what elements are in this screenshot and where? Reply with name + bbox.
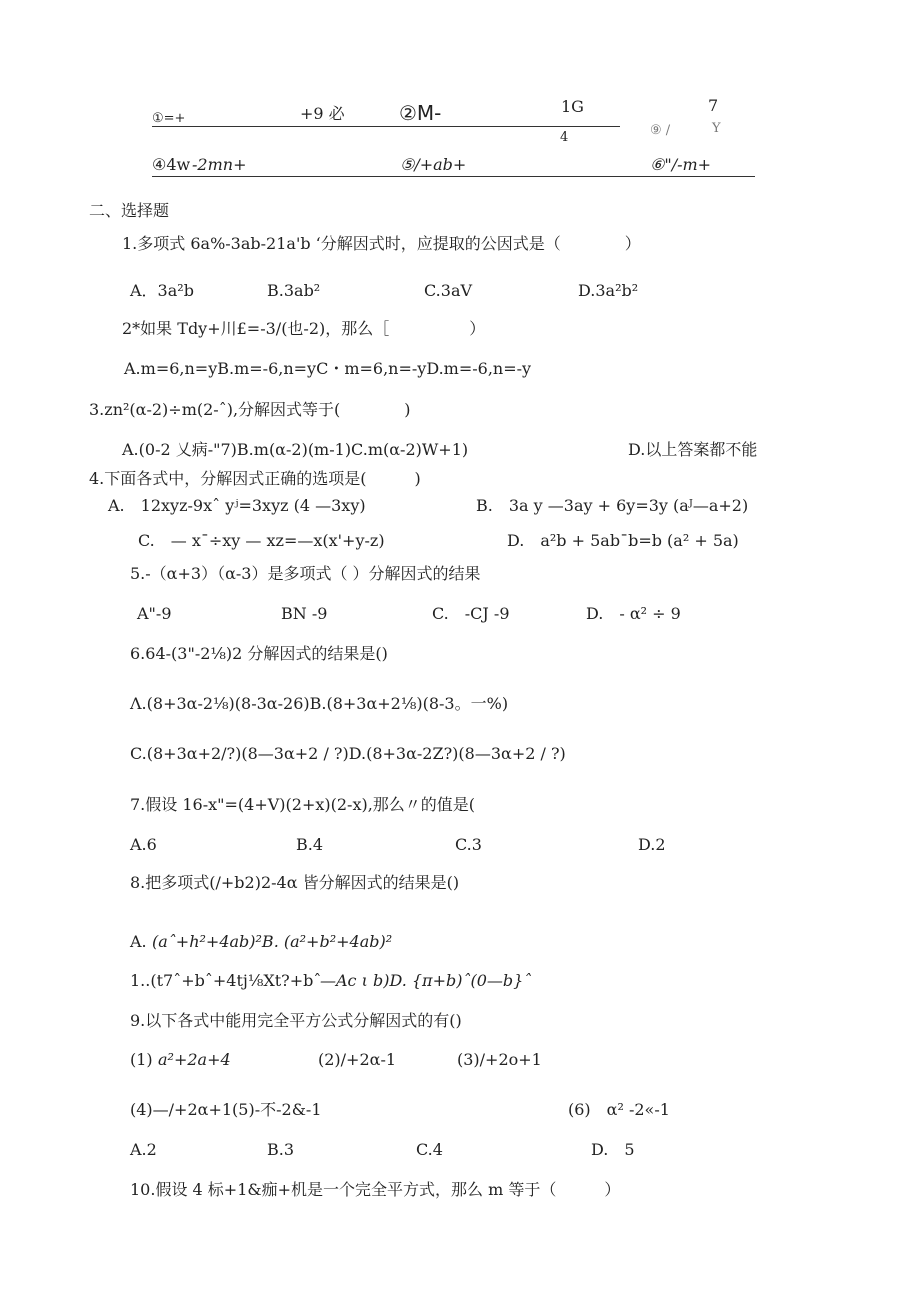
q3-stem: 3.zn²(α-2)÷m(2-ˆ),分解因式等于( ) bbox=[89, 400, 411, 419]
frag-9: ④4w bbox=[152, 155, 191, 174]
q4-opt-b: B. 3a y —3ay + 6y=3y (aᴶ—a+2) bbox=[476, 496, 749, 515]
q7-opt-b: B.4 bbox=[296, 835, 324, 854]
q9-item-45: (4)—/+2α+1(5)-不-2&-1 bbox=[130, 1100, 322, 1119]
frag-1: ①=+ bbox=[152, 111, 186, 126]
frag-4: 1G bbox=[561, 97, 584, 116]
frag-12: ⑥"/-m+ bbox=[650, 155, 712, 174]
q8-opt-cd-pre: 1..(t7ˆ+bˆ+4tj⅛Xt?+bˆ bbox=[130, 971, 322, 990]
q1-opt-d: D.3a²b² bbox=[578, 281, 639, 300]
q4-opt-c: C. — xˉ÷xy — xz=—x(x'+y-z) bbox=[138, 531, 385, 550]
q3-opt-abc: A.(0-2 乂病-"7)B.m(α-2)(m-1)C.m(α-2)W+1) bbox=[122, 440, 469, 459]
q1-opt-b: B.3ab² bbox=[267, 281, 321, 300]
q9-item-3: (3)/+2o+1 bbox=[457, 1050, 542, 1069]
q1-opt-c: C.3aV bbox=[424, 281, 473, 300]
q5-stem: 5.-（α+3）（α-3）是多项式（ ）分解因式的结果 bbox=[130, 564, 481, 583]
section-heading: 二、选择题 bbox=[89, 201, 170, 220]
q9-item-1: a²+2a+4 bbox=[158, 1050, 231, 1069]
q7-opt-d: D.2 bbox=[638, 835, 666, 854]
q9-item-1-num: (1) bbox=[130, 1050, 153, 1069]
q6-opt-cd: C.(8+3α+2/?)(8—3α+2 / ?)D.(8+3α-2Z?)(8—3α+2 / ?) bbox=[130, 744, 566, 763]
q2-stem: 2*如果 Tdy+川£=-3/(也-2)，那么［ ） bbox=[122, 319, 486, 338]
frag-7: ⑨ / bbox=[650, 123, 671, 138]
frag-6: 7 bbox=[708, 96, 719, 115]
frag-8: Y bbox=[712, 121, 721, 136]
q5-opt-d: D. - α² ÷ 9 bbox=[586, 604, 681, 623]
q8-opt-cd-post: —Ac ι b)D. {π+b)ˆ(0—b}ˆ bbox=[320, 971, 532, 990]
q4-opt-d: D. a²b + 5abˉb=b (a² + 5a) bbox=[507, 531, 739, 550]
q8-opt-ab: (aˆ+h²+4ab)²B. (a²+b²+4ab)² bbox=[152, 932, 393, 951]
q8-opt-ab-label: A. bbox=[130, 932, 147, 951]
q3-opt-d: D.以上答案都不能 bbox=[628, 440, 758, 459]
q9-opt-d: D. 5 bbox=[591, 1140, 635, 1159]
q2-opts: A.m=6,n=yB.m=-6,n=yC・m=6,n=-yD.m=-6,n=-y bbox=[124, 359, 532, 378]
q9-opt-a: A.2 bbox=[130, 1140, 157, 1159]
q9-opt-c: C.4 bbox=[416, 1140, 443, 1159]
q1-stem: 1.多项式 6a%-3ab-21a'b ‘分解因式时，应提取的公因式是（ ） bbox=[122, 234, 641, 253]
q6-stem: 6.64-(3"-2⅛)2 分解因式的结果是() bbox=[130, 644, 388, 663]
frag-11: ⑤/+ab+ bbox=[400, 155, 467, 174]
frag-5: 4 bbox=[560, 130, 569, 145]
q7-opt-a: A.6 bbox=[130, 835, 157, 854]
q9-opt-b: B.3 bbox=[267, 1140, 295, 1159]
q7-opt-c: C.3 bbox=[455, 835, 482, 854]
q1-opt-a: A．3a²b bbox=[130, 281, 194, 300]
q9-item-6: (6) α² -2«-1 bbox=[568, 1100, 670, 1119]
q6-opt-ab: Λ.(8+3α-2⅛)(8-3α-26)B.(8+3α+2⅛)(8-3。一%) bbox=[130, 694, 509, 713]
rule-top-1 bbox=[152, 126, 620, 127]
rule-top-2 bbox=[152, 176, 755, 177]
q5-opt-c: C. -CJ -9 bbox=[432, 604, 510, 623]
q10-stem: 10.假设 4 标+1&痂+机是一个完全平方式，那么 m 等于（ ） bbox=[130, 1180, 621, 1199]
q9-stem: 9.以下各式中能用完全平方公式分解因式的有() bbox=[130, 1011, 462, 1030]
frag-10: -2mn+ bbox=[192, 155, 247, 174]
q7-stem: 7.假设 16-x"=(4+V)(2+x)(2-x),那么〃的值是( bbox=[130, 795, 476, 814]
frag-3: ②M- bbox=[399, 101, 442, 125]
frag-2: +9 必 bbox=[300, 104, 345, 123]
q4-stem: 4.下面各式中，分解因式正确的选项是( ) bbox=[89, 469, 421, 488]
q8-stem: 8.把多项式(/+b2)2-4α 皆分解因式的结果是() bbox=[130, 873, 460, 892]
q4-opt-a: A. 12xyz-9xˆ yʲ=3xyz (4 —3xy) bbox=[108, 496, 366, 515]
q9-item-2: (2)/+2α-1 bbox=[318, 1050, 397, 1069]
q5-opt-a: A"-9 bbox=[137, 604, 172, 623]
q5-opt-b: BN -9 bbox=[281, 604, 328, 623]
